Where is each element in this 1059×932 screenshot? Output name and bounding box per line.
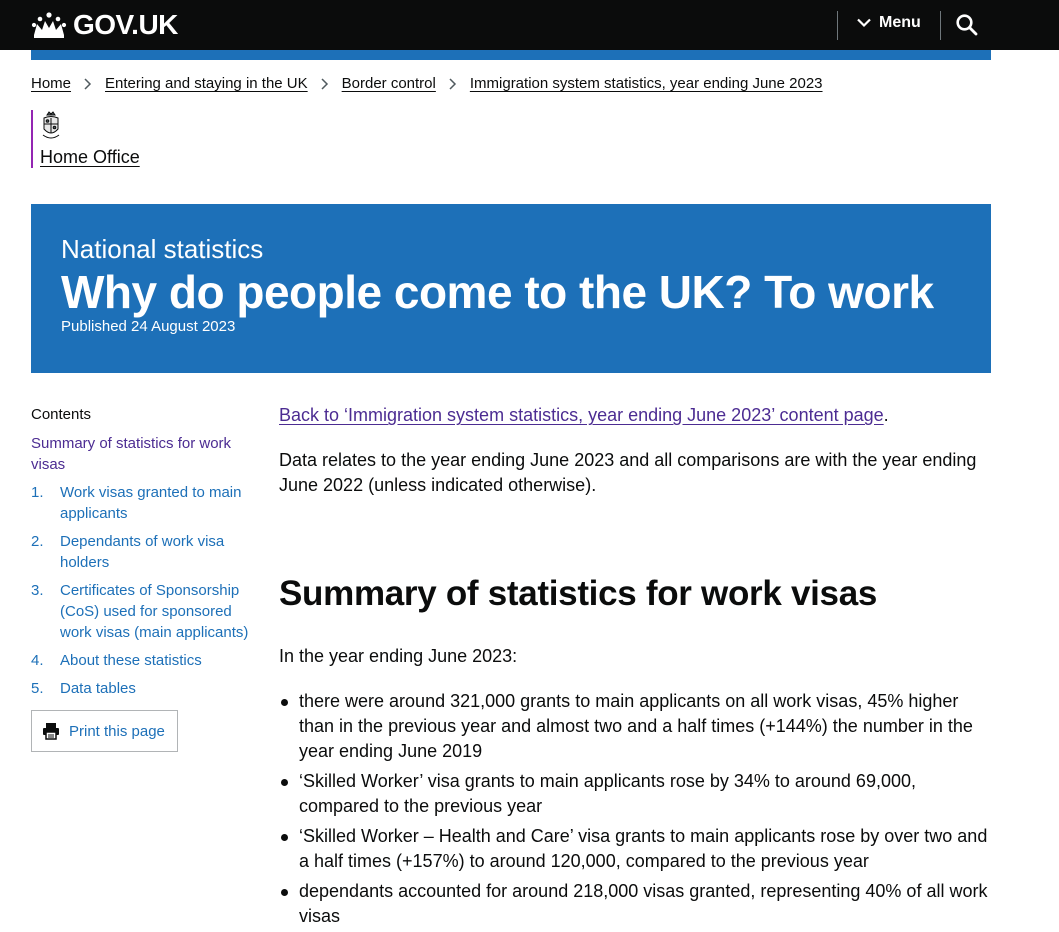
site-header	[0, 0, 1059, 50]
toc-item[interactable]	[31, 482, 256, 524]
breadcrumb	[31, 75, 823, 92]
header-divider	[837, 11, 838, 40]
search-button[interactable]	[955, 13, 979, 37]
breadcrumb-entering-staying[interactable]: Entering and staying in the UK	[105, 75, 308, 92]
summary-list	[279, 689, 991, 929]
chevron-down-icon	[857, 18, 871, 28]
chevron-right-icon	[317, 77, 333, 91]
toc-item[interactable]	[31, 678, 256, 699]
summary-heading: Summary of statistics for work visas	[279, 574, 878, 613]
published-date: Published 24 August 2023	[61, 318, 236, 335]
toc-item[interactable]	[31, 580, 256, 643]
organisation-logo	[31, 110, 140, 168]
document-type: National statistics	[61, 234, 264, 264]
menu-button[interactable]	[857, 14, 921, 32]
page-hero	[31, 204, 991, 373]
toc-number: 5.	[31, 680, 44, 697]
header-blue-bar	[31, 50, 991, 60]
print-page-button[interactable]	[31, 710, 178, 752]
breadcrumb-home[interactable]: Home	[31, 75, 72, 92]
list-item: there were around 321,000 grants to main applicants on all work visas, 45% higher than in the previous year and almost two and a half times (+144%) the number in the year ending June 2019	[279, 689, 991, 764]
toc-link[interactable]: About these statistics	[60, 652, 202, 669]
print-page-label: Print this page	[69, 722, 165, 740]
page-title: Why do people come to the UK? To work	[61, 266, 934, 318]
govuk-logo-link[interactable]	[30, 10, 178, 40]
toc-link[interactable]: Certificates of Sponsorship (CoS) used for sponsored work visas (main applicants)	[60, 582, 249, 641]
back-to-content-link[interactable]: Back to ‘Immigration system statistics, year ending June 2023’ content page	[279, 405, 884, 425]
crown-icon	[30, 10, 68, 40]
menu-label: Menu	[879, 14, 921, 31]
list-item: ‘Skilled Worker – Health and Care’ visa grants to main applicants rose by over two and a half times (+157%) to around 120,000, compared to the previous year	[279, 824, 991, 874]
toc-item[interactable]	[31, 650, 256, 671]
chevron-right-icon	[80, 77, 96, 91]
toc-number: 3.	[31, 582, 44, 599]
govuk-logo-text: GOV.UK	[73, 9, 178, 40]
breadcrumb-border-control[interactable]: Border control	[341, 75, 436, 92]
summary-intro: In the year ending June 2023:	[279, 646, 518, 666]
organisation-link[interactable]: Home Office	[40, 147, 140, 167]
chevron-right-icon	[445, 77, 461, 91]
toc-link[interactable]: Data tables	[60, 680, 136, 697]
toc-item[interactable]	[31, 531, 256, 573]
list-item: ‘Skilled Worker’ visa grants to main applicants rose by 34% to around 69,000, compared to the previous year	[279, 769, 991, 819]
toc-link[interactable]: Dependants of work visa holders	[60, 533, 225, 571]
contents-sidebar	[31, 404, 256, 752]
toc-summary-link[interactable]: Summary of statistics for work visas	[31, 435, 232, 473]
toc-number: 1.	[31, 484, 44, 501]
breadcrumb-immigration-stats[interactable]: Immigration system statistics, year ending June 2023	[469, 75, 823, 92]
toc-number: 2.	[31, 533, 44, 550]
toc-link[interactable]: Work visas granted to main applicants	[60, 484, 242, 522]
header-divider	[940, 11, 941, 40]
main-content	[279, 403, 991, 932]
contents-heading: Contents	[31, 406, 92, 423]
data-note: Data relates to the year ending June 2023 and all comparisons are with the year ending June 2022 (unless indicated otherwise).	[279, 450, 977, 495]
back-link-suffix: .	[883, 405, 889, 425]
royal-crest-icon	[40, 111, 62, 143]
printer-icon	[42, 722, 60, 740]
toc-number: 4.	[31, 652, 44, 669]
search-icon	[955, 13, 979, 37]
list-item: dependants accounted for around 218,000 visas granted, representing 40% of all work visas	[279, 879, 991, 929]
back-link-paragraph	[279, 403, 991, 428]
